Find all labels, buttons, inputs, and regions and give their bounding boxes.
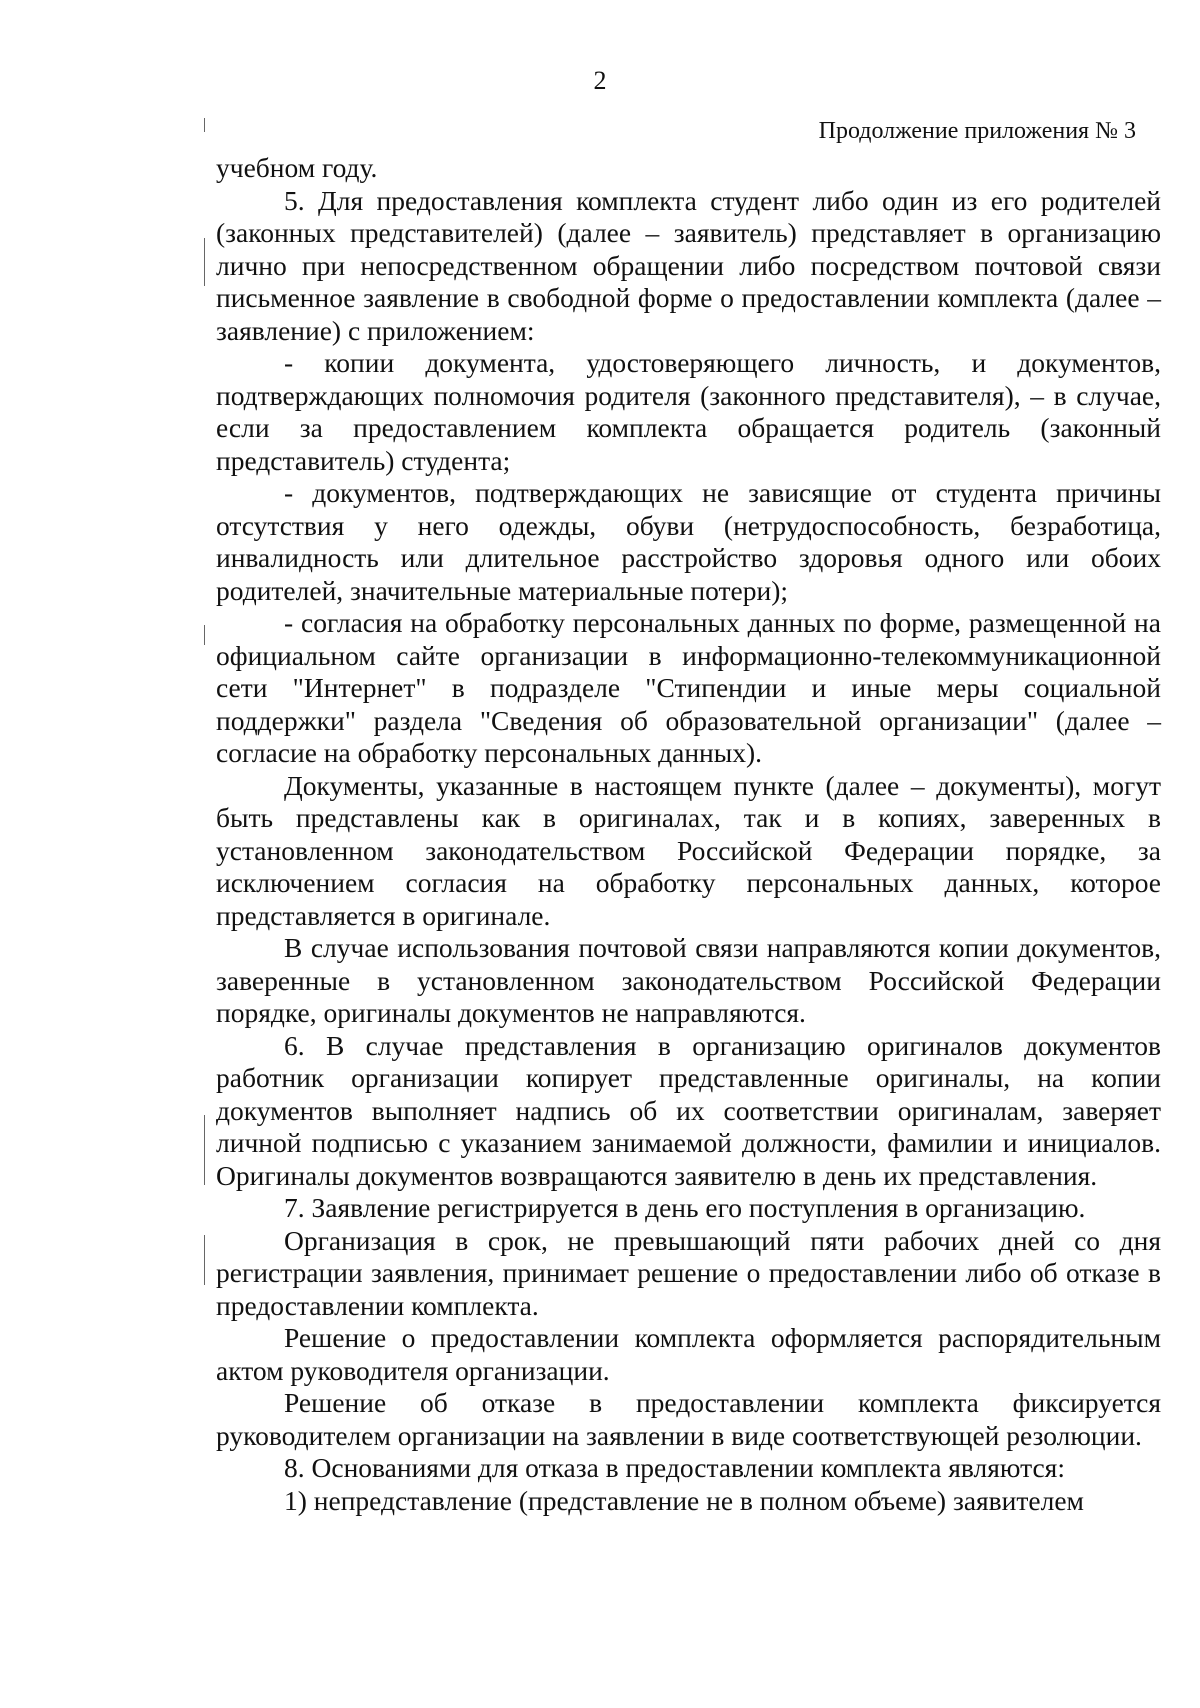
paragraph: Решение об отказе в предоставлении комплекта фиксируется руководителем организации на заявлении в виде соответствующей резолюции.: [216, 1387, 1161, 1451]
paragraph: 5. Для предоставления комплекта студент либо один из его родителей (законных представителей) (далее – заявитель) представляет в организацию лично при непосредственном обращении либо посредством почтовой связи письменное заявление в свободной форме о предоставлении комплекта (далее – заявление) с приложением:: [216, 184, 1161, 346]
paragraph: Организация в срок, не превышающий пяти рабочих дней со дня регистрации заявления, принимает решение о предоставлении либо об отказе в предоставлении комплекта.: [216, 1224, 1161, 1321]
paragraph: Документы, указанные в настоящем пункте (далее – документы), могут быть представлены как в оригиналах, так и в копиях, заверенных в установленном законодательством Российской Федерации порядке, за исключением согласия на обработку персональных данных, которое представляется в оригинале.: [216, 769, 1161, 931]
scan-artifact: [204, 238, 205, 286]
paragraph: 8. Основаниями для отказа в предоставлении комплекта являются:: [284, 1452, 1065, 1483]
scan-artifact: [204, 625, 205, 645]
continuation-header: Продолжение приложения № 3: [818, 118, 1136, 144]
paragraph: 1) непредставление (представление не в полном объеме) заявителем: [284, 1484, 1084, 1516]
paragraph: Решение о предоставлении комплекта оформляется распорядительным актом руководителя организации.: [216, 1322, 1161, 1386]
paragraph: В случае использования почтовой связи направляются копии документов, заверенные в установленном законодательством Российской Федерации порядке, оригиналы документов не направляются.: [216, 932, 1161, 1028]
scan-artifact: [204, 1235, 205, 1285]
paragraph: 7. Заявление регистрируется в день его поступления в организацию.: [284, 1192, 1086, 1223]
document-body: [216, 152, 1161, 1517]
page-number: 2: [593, 66, 607, 95]
paragraph: 6. В случае представления в организацию оригиналов документов работник организации копирует представленные оригиналы, на копии документов выполняет надпись об их соответствии оригиналам, заверяет личной подписью с указанием занимаемой должности, фамилии и инициалов. Оригиналы документов возвращаются заявителю в день их представления.: [216, 1029, 1161, 1191]
paragraph: учебном году.: [216, 152, 378, 183]
paragraph: - документов, подтверждающих не зависящие от студента причины отсутствия у него одежды, обуви (нетрудоспособность, безработица, инвалидность или длительное расстройство здоровья одного или обоих родителей, значительные материальные потери);: [216, 477, 1161, 606]
paragraph: - копии документа, удостоверяющего личность, и документов, подтверждающих полномочия родителя (законного представителя), – в случае, если за предоставлением комплекта обращается родитель (законный представитель) студента;: [216, 347, 1161, 476]
scan-artifact: [204, 118, 205, 132]
scan-artifact: [204, 1115, 205, 1185]
paragraph: - согласия на обработку персональных данных по форме, размещенной на официальном сайте организации в информационно-телекоммуникационной сети "Интернет" в подразделе "Стипендии и иные меры социальной поддержки" раздела "Сведения об образовательной организации" (далее – согласие на обработку персональных данных).: [216, 607, 1161, 768]
